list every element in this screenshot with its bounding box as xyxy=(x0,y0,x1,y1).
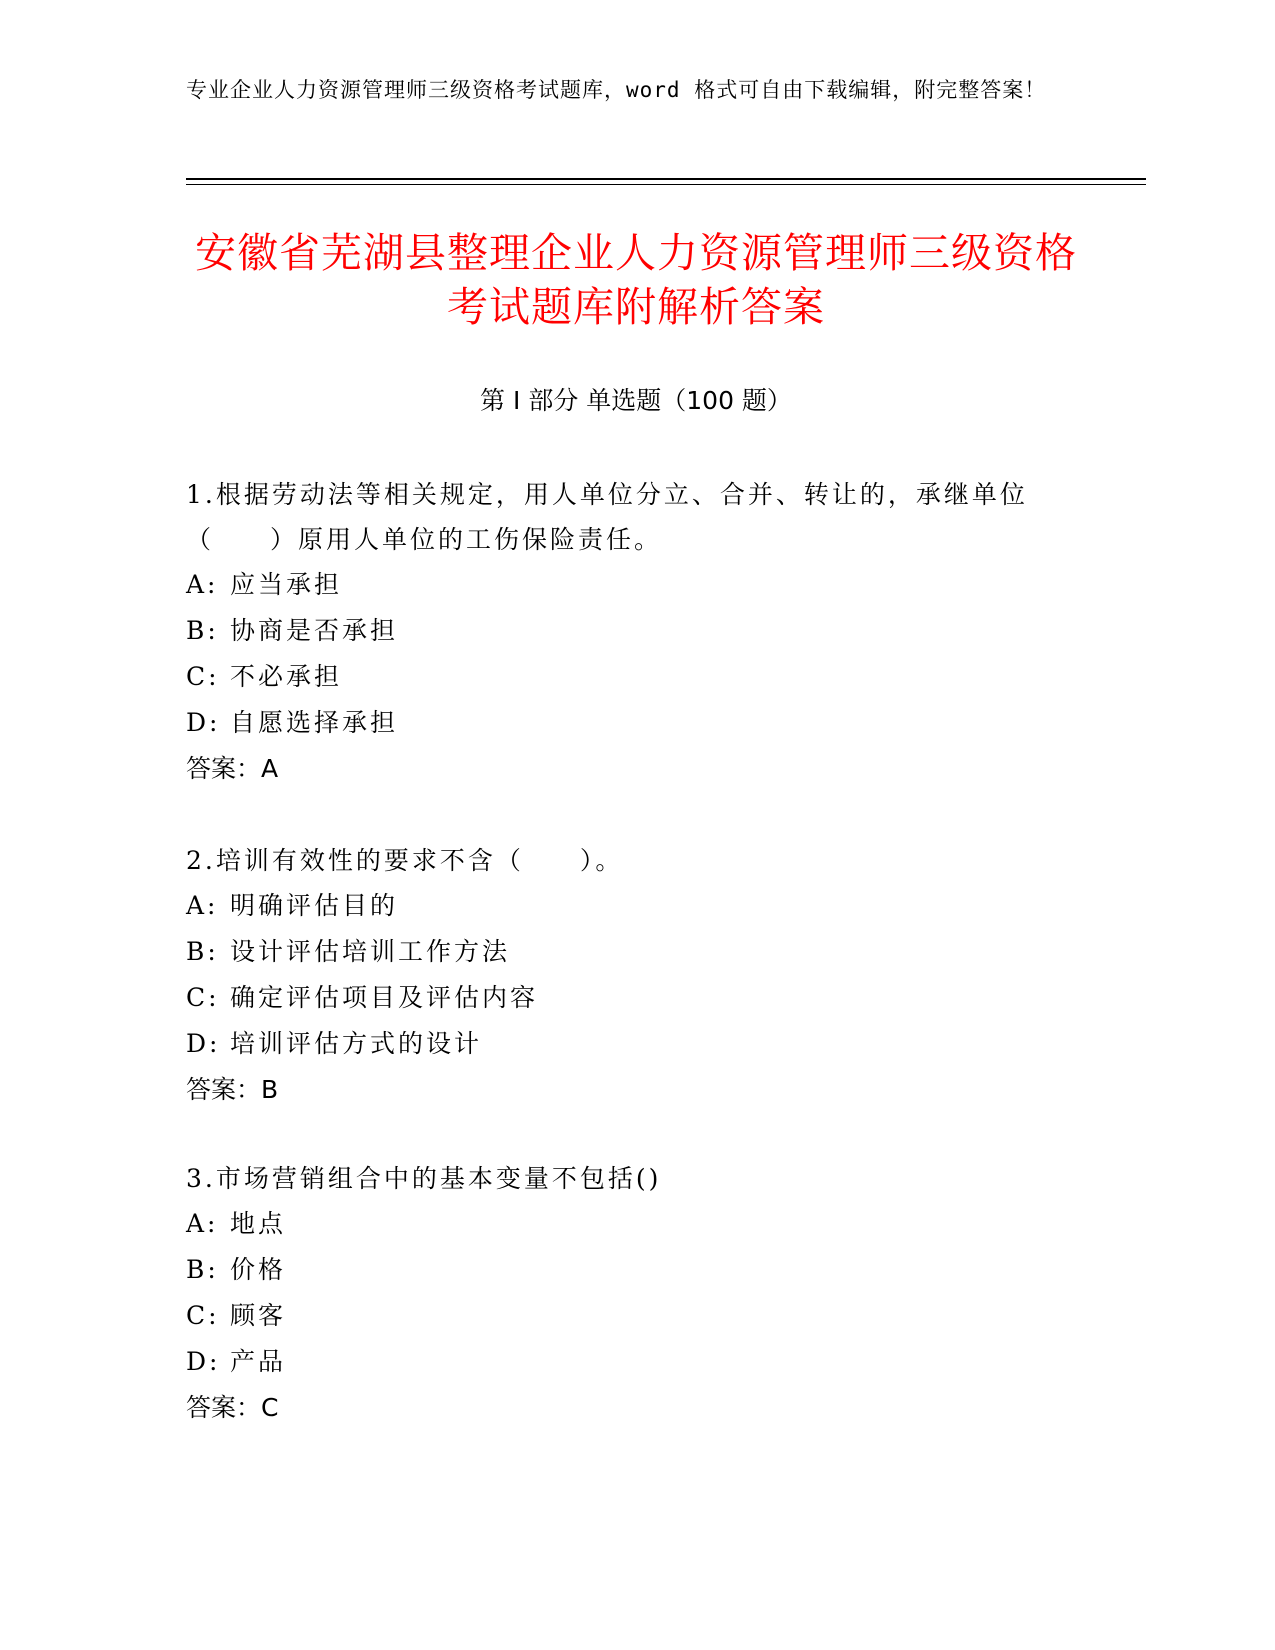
option-letter: D: xyxy=(186,1347,221,1376)
option-text: 设计评估培训工作方法 xyxy=(230,937,511,966)
option-text: 自愿选择承担 xyxy=(230,708,399,737)
option-letter: B: xyxy=(186,937,219,966)
option-letter: A: xyxy=(186,570,219,599)
option-text: 不必承担 xyxy=(230,662,343,691)
option-d xyxy=(186,1339,1066,1385)
option-a xyxy=(186,562,1066,608)
question-3 xyxy=(186,1156,1066,1431)
option-a xyxy=(186,883,1066,929)
option-c xyxy=(186,654,1066,700)
header-divider xyxy=(186,178,1146,180)
header-note: 专业企业人力资源管理师三级资格考试题库，word 格式可自由下载编辑，附完整答案！ xyxy=(186,78,1047,102)
option-text: 明确评估目的 xyxy=(230,891,399,920)
option-c xyxy=(186,975,1066,1021)
answer-line: 答案：B xyxy=(186,1075,279,1104)
option-text: 地点 xyxy=(230,1209,287,1238)
option-d xyxy=(186,700,1066,746)
option-text: 价格 xyxy=(230,1255,287,1284)
option-b xyxy=(186,608,1066,654)
document-title: 安徽省芜湖县整理企业人力资源管理师三级资格考试题库附解析答案 xyxy=(195,229,1077,331)
option-c xyxy=(186,1293,1066,1339)
option-letter: D: xyxy=(186,1029,221,1058)
answer-line: 答案：A xyxy=(186,754,279,783)
option-text: 确定评估项目及评估内容 xyxy=(230,983,539,1012)
option-letter: A: xyxy=(186,1209,219,1238)
option-letter: C: xyxy=(186,1301,220,1330)
section-heading: 第 I 部分 单选题（100 题） xyxy=(480,386,792,415)
option-text: 顾客 xyxy=(230,1301,287,1330)
question-1 xyxy=(186,472,1066,792)
question-stem: 3.市场营销组合中的基本变量不包括() xyxy=(186,1164,662,1193)
option-text: 协商是否承担 xyxy=(230,616,399,645)
header-divider-thin xyxy=(186,184,1146,185)
option-letter: C: xyxy=(186,983,220,1012)
question-stem: 1.根据劳动法等相关规定，用人单位分立、合并、转让的，承继单位（ ）原用人单位的工伤保险责任。 xyxy=(186,480,1028,554)
question-stem: 2.培训有效性的要求不含（ ）。 xyxy=(186,846,624,875)
option-text: 产品 xyxy=(230,1347,287,1376)
option-letter: B: xyxy=(186,616,219,645)
option-d xyxy=(186,1021,1066,1067)
option-letter: A: xyxy=(186,891,219,920)
option-a xyxy=(186,1201,1066,1247)
option-text: 培训评估方式的设计 xyxy=(230,1029,483,1058)
option-letter: C: xyxy=(186,662,220,691)
option-b xyxy=(186,929,1066,975)
option-letter: D: xyxy=(186,708,221,737)
option-letter: B: xyxy=(186,1255,219,1284)
answer-line: 答案：C xyxy=(186,1393,279,1422)
option-text: 应当承担 xyxy=(230,570,343,599)
option-b xyxy=(186,1247,1066,1293)
question-2 xyxy=(186,838,1066,1113)
